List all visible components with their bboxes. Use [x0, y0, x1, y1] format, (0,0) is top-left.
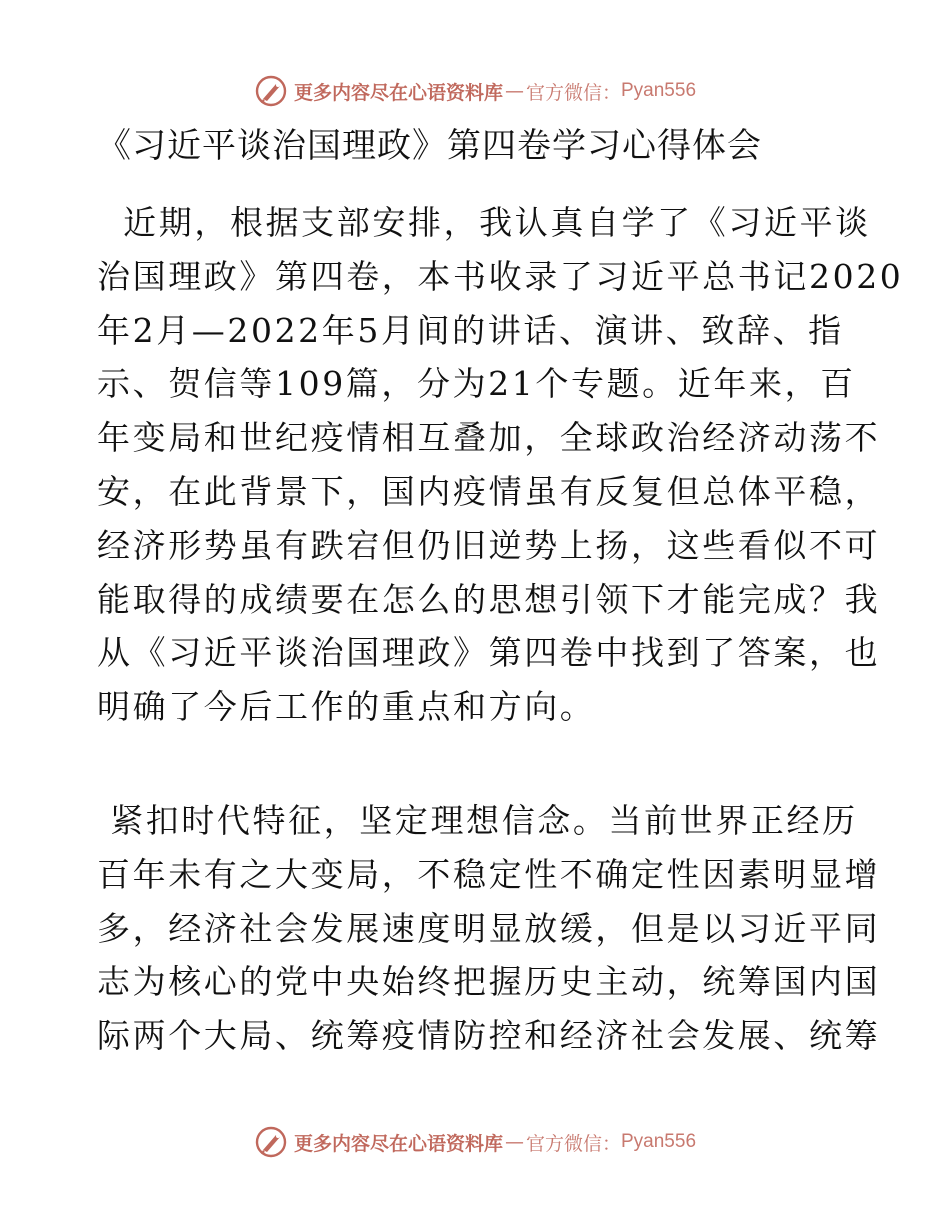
banner-main-text: 更多内容尽在心语资料库: [293, 81, 503, 104]
text-line: 治国理政》第四卷，本书收录了习近平总书记2020: [97, 256, 904, 296]
banner-separator: —: [504, 1131, 524, 1153]
text-line: 安，在此背景下，国内疫情虽有反复但总体平稳，: [97, 471, 881, 511]
text-line: 明确了今后工作的重点和方向。: [97, 687, 596, 727]
text-line: 志为核心的党中央始终把握历史主动，统筹国内国: [97, 962, 881, 1002]
banner-contact-label: 官方微信：: [525, 1132, 621, 1155]
text-line: 近期，根据支部安排，我认真自学了《习近平谈: [97, 203, 871, 242]
header-banner: [0, 71, 950, 111]
document-title: 《习近平谈治国理政》第四卷学习心得体会: [97, 126, 762, 166]
paragraph-intro: [97, 196, 904, 734]
banner-main-text: 更多内容尽在心语资料库: [293, 1132, 503, 1155]
footer-banner: [0, 1122, 950, 1162]
banner-wechat-handle: Pyan556: [621, 1131, 697, 1152]
text-line: 经济形势虽有跌宕但仍旧逆势上扬，这些看似不可: [97, 525, 881, 565]
text-line: 示、贺信等109篇，分为21个专题。近年来，百: [97, 364, 856, 404]
text-line: 年2月—2022年5月间的讲话、演讲、致辞、指: [97, 310, 844, 350]
text-line: 百年未有之大变局，不稳定性不确定性因素明显增: [97, 854, 881, 894]
text-line: 能取得的成绩要在怎么的思想引领下才能完成？我: [97, 579, 881, 619]
quill-pen-logo-icon: [254, 74, 288, 108]
text-line: 多，经济社会发展速度明显放缓，但是以习近平同: [97, 908, 881, 948]
paragraph-section-1: [97, 794, 881, 1063]
text-line: 年变局和世纪疫情相互叠加，全球政治经济动荡不: [97, 418, 881, 458]
banner-wechat-handle: Pyan556: [621, 80, 697, 101]
quill-pen-logo-icon: [254, 1125, 288, 1159]
banner-contact-label: 官方微信：: [525, 81, 621, 104]
text-line: 从《习近平谈治国理政》第四卷中找到了答案，也: [97, 633, 881, 673]
banner-separator: —: [504, 80, 524, 102]
text-line: 际两个大局、统筹疫情防控和经济社会发展、统筹: [97, 1016, 881, 1056]
text-line: 紧扣时代特征，坚定理想信念。当前世界正经历: [97, 801, 858, 840]
